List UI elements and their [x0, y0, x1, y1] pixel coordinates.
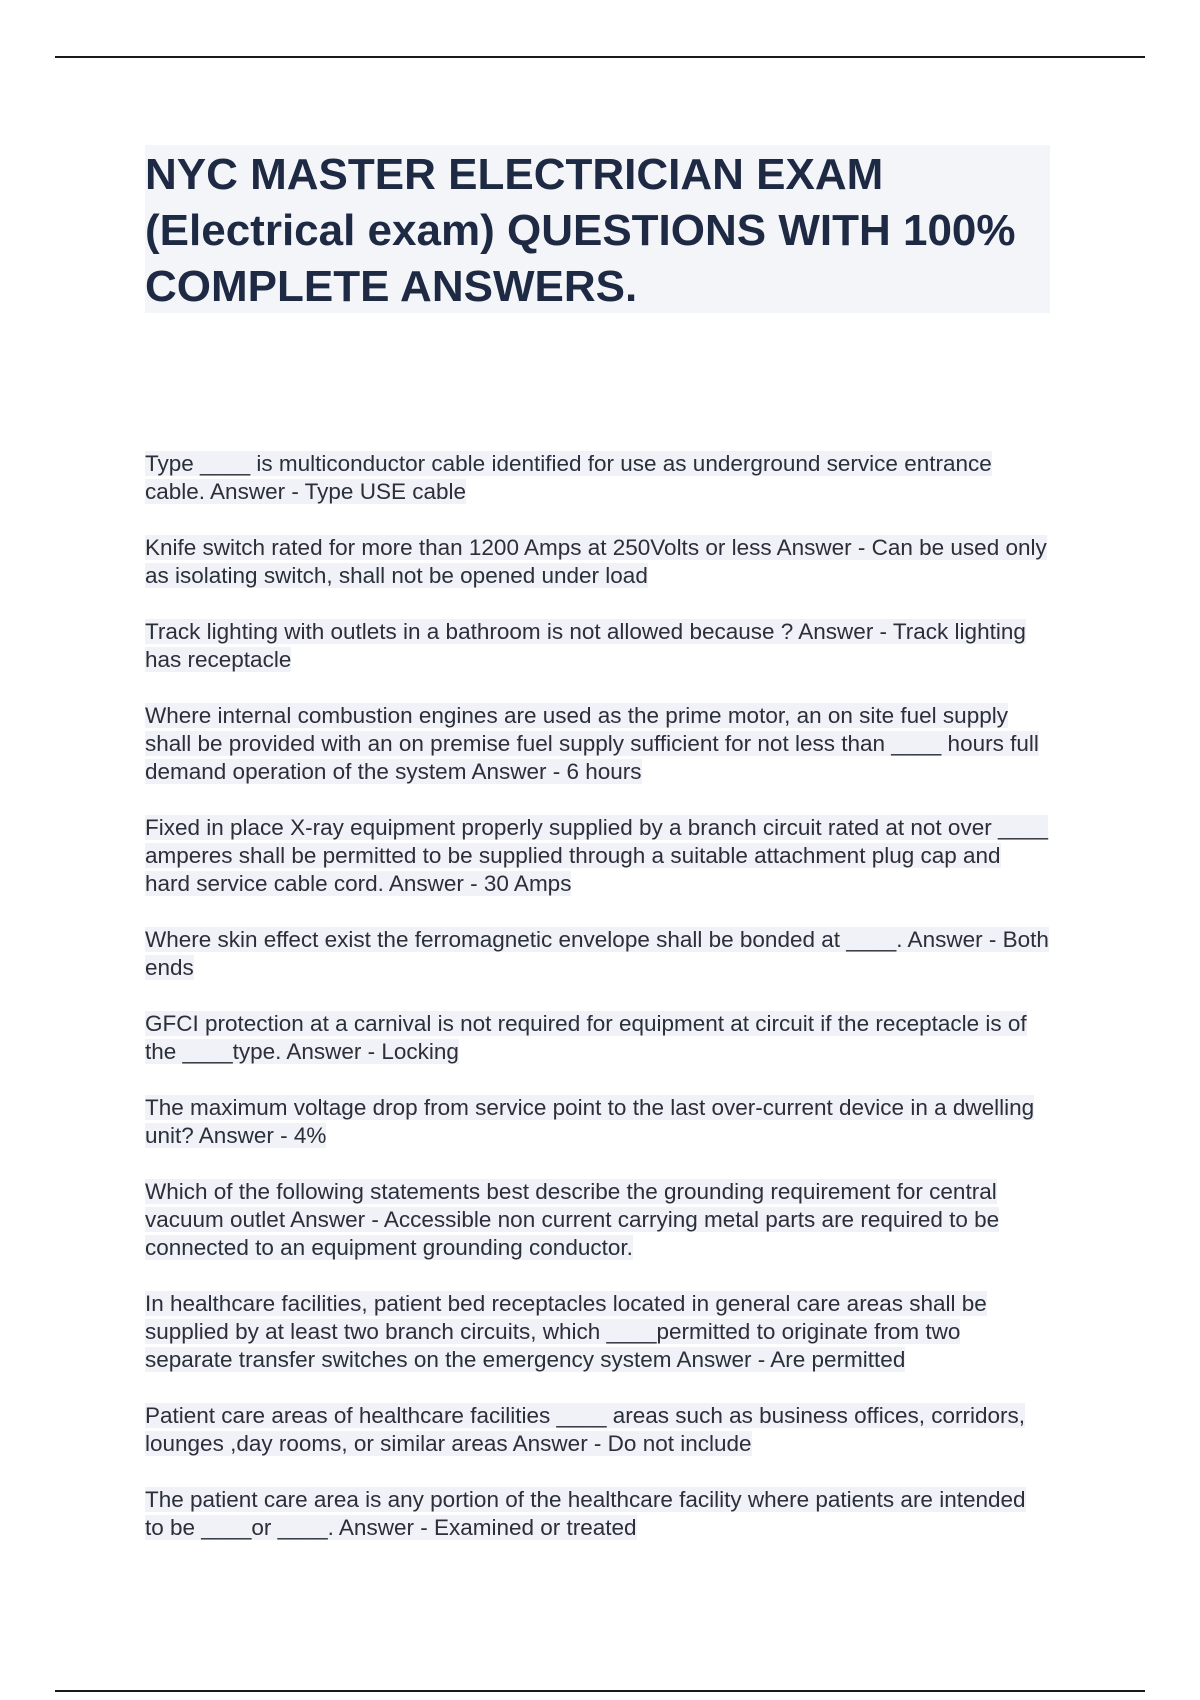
qa-list [145, 450, 1050, 1570]
qa-text: GFCI protection at a carnival is not required for equipment at circuit if the receptacle is of the ____type. Answer - Locking [145, 1011, 1027, 1064]
qa-text: Fixed in place X-ray equipment properly supplied by a branch circuit rated at not over ____ amperes shall be permitted to be supplied through a suitable attachment plug cap and hard service cable cord. Answer - 30 Amps [145, 815, 1048, 896]
qa-item [145, 814, 1050, 898]
qa-text: In healthcare facilities, patient bed receptacles located in general care areas shall be supplied by at least two branch circuits, which ____permitted to originate from two separate transfer switches on the emergency system Answer - Are permitted [145, 1291, 987, 1372]
qa-text: Where internal combustion engines are used as the prime motor, an on site fuel supply shall be provided with an on premise fuel supply sufficient for not less than ____ hours full demand operation of the system Answer - 6 hours [145, 703, 1039, 784]
qa-text: Which of the following statements best describe the grounding requirement for central vacuum outlet Answer - Accessible non current carrying metal parts are required to be connected to an equipment grounding conductor. [145, 1179, 1000, 1260]
qa-item [145, 1402, 1050, 1458]
qa-item [145, 1094, 1050, 1150]
qa-item [145, 1486, 1050, 1542]
qa-item [145, 702, 1050, 786]
qa-item [145, 1290, 1050, 1374]
qa-item [145, 450, 1050, 506]
qa-text: Track lighting with outlets in a bathroom is not allowed because ? Answer - Track lighting has receptacle [145, 619, 1026, 672]
page-title: NYC MASTER ELECTRICIAN EXAM (Electrical exam) QUESTIONS WITH 100% COMPLETE ANSWERS. [145, 150, 1016, 311]
qa-text: Knife switch rated for more than 1200 Amps at 250Volts or less Answer - Can be used only as isolating switch, shall not be opened under load [145, 535, 1047, 588]
qa-text: Where skin effect exist the ferromagnetic envelope shall be bonded at ____. Answer - Both ends [145, 927, 1049, 980]
qa-item [145, 1010, 1050, 1066]
qa-item [145, 534, 1050, 590]
qa-text: Type ____ is multiconductor cable identified for use as underground service entrance cable. Answer - Type USE cable [145, 451, 992, 504]
qa-item [145, 618, 1050, 674]
qa-text: The maximum voltage drop from service point to the last over-current device in a dwelling unit? Answer - 4% [145, 1095, 1035, 1148]
qa-item [145, 926, 1050, 982]
qa-text: Patient care areas of healthcare facilities ____ areas such as business offices, corridors, lounges ,day rooms, or similar areas Answer - Do not include [145, 1403, 1026, 1456]
top-rule [55, 56, 1145, 58]
qa-item [145, 1178, 1050, 1262]
bottom-rule [55, 1690, 1145, 1692]
qa-text: The patient care area is any portion of the healthcare facility where patients are intended to be ____or ____. Answer - Examined or treated [145, 1487, 1026, 1540]
title-block [145, 145, 1050, 313]
